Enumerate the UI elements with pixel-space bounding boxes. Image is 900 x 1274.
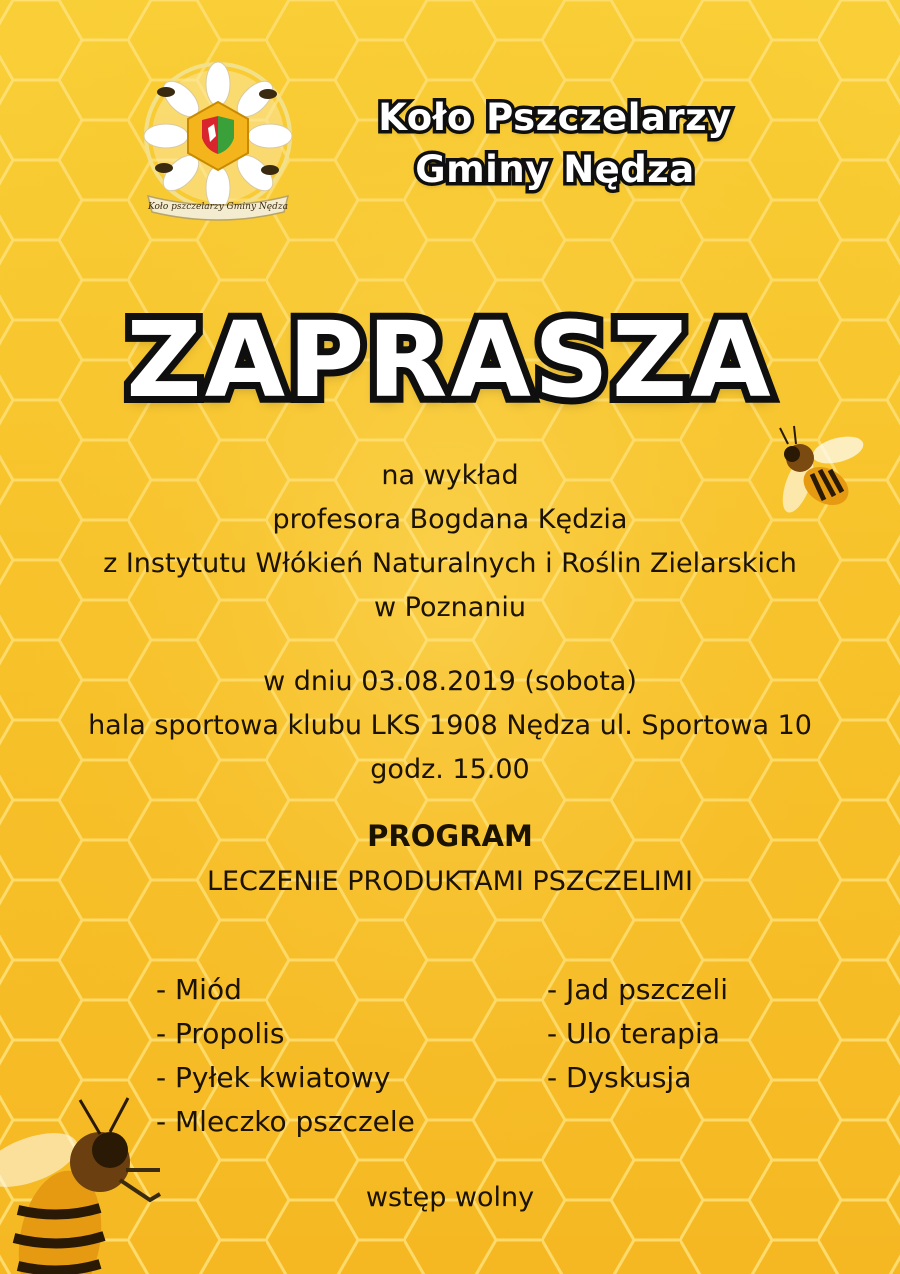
invitation-block [0, 454, 900, 630]
event-venue: hala sportowa klubu LKS 1908 Nędza ul. Sportowa 10 [88, 710, 812, 741]
event-time: godz. 15.00 [370, 754, 530, 785]
program-item: - Mleczko pszczele [156, 1105, 415, 1138]
association-emblem-icon [136, 58, 300, 226]
organization-name [340, 92, 770, 196]
lecturer-name: profesora Bogdana Kędzia [272, 504, 628, 535]
invitation-line: na wykład [381, 460, 519, 491]
organization-name-line1: Koło Pszczelarzy [378, 96, 732, 139]
logo-caption: Koło pszczelarzy Gminy Nędza [148, 202, 288, 212]
organization-name-line2: Gminy Nędza [415, 148, 695, 191]
program-list-left [156, 968, 415, 1144]
headline: ZAPRASZA [126, 299, 774, 421]
program-item: - Pyłek kwiatowy [156, 1061, 391, 1094]
program-item: - Jad pszczeli [547, 973, 729, 1006]
institute-city: w Poznaniu [373, 592, 527, 623]
program-title: PROGRAM [367, 819, 533, 853]
program-subtitle: LECZENIE PRODUKTAMI PSZCZELIMI [206, 866, 694, 897]
program-item: - Miód [156, 973, 242, 1006]
event-details [0, 660, 900, 792]
footer-note: wstęp wolny [365, 1182, 535, 1213]
institute-name: z Instytutu Włókień Naturalnych i Roślin Zielarskich [103, 548, 797, 579]
program-list-right [547, 968, 728, 1100]
program-item: - Dyskusja [547, 1061, 692, 1094]
program-item: - Propolis [156, 1017, 285, 1050]
event-date: w dniu 03.08.2019 (sobota) [263, 666, 637, 697]
program-item: - Ulo terapia [547, 1017, 720, 1050]
